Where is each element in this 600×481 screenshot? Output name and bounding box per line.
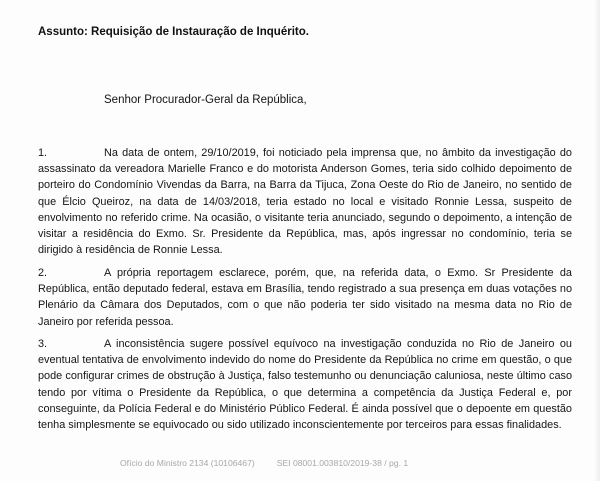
subject-line: Assunto: Requisição de Instauração de Inquérito. [38,26,309,38]
paragraph-text: A inconsistência sugere possível equívoco na investigação conduzida no Rio de Janeiro ou eventual tentativa de envolvimento indevido do nome do Presidente da República no crime em questão, o que pode configurar crimes de obstrução à Justiça, falso testemunho ou denunciação caluniosa, neste último caso tendo por vítima o Presidente da República, o que determina a competência da Justiça Federal e, por conseguinte, da Polícia Federal e do Ministério Público Federal. É ainda possível que o depoente em questão tenha simplesmente se equivocado ou sido utilizado inconscientemente por terceiros para essas finalidades. [38,338,572,432]
paragraph-text: Na data de ontem, 29/10/2019, foi noticiado pela imprensa que, no âmbito da investigação do assassinato da vereadora Marielle Franco e do motorista Anderson Gomes, teria sido colhido depoimento de porteiro do Condomínio Vivendas da Barra, na Barra da Tijuca, Zona Oeste do Rio de Janeiro, no sentido de que Élcio Queiroz, na data de 14/03/2018, teria estado no local e visitado Ronnie Lessa, suspeito de envolvimento no referido crime. Na ocasião, o visitante teria anunciado, segundo o depoimento, a intenção de visitar a residência do Exmo. Sr. Presidente da República, mas, após ingressar no condomínio, teria se dirigido à residência de Ronnie Lessa. [38,147,572,257]
footer-office-reference: Ofício do Ministro 2134 (10106467) [120,458,255,468]
paragraph-number: 2. [38,267,48,279]
page-edge-shadow [594,0,600,481]
paragraph-text: A própria reportagem esclarece, porém, que, na referida data, o Exmo. Sr Presidente da República, então deputado federal, estava em Brasília, tendo registrado a sua presença em duas votações no Plenário da Câmara dos Deputados, com o que não poderia ter sido visitado na mesma data no Rio de Janeiro por referida pessoa. [38,267,572,328]
page-footer [120,458,408,468]
paragraph-number: 1. [38,147,48,159]
salutation: Senhor Procurador-Geral da República, [104,94,307,106]
footer-sei-reference: SEI 08001.003810/2019-38 / pg. 1 [276,458,409,468]
paragraph-number: 3. [38,338,48,350]
paragraph-2 [38,265,572,330]
paragraph-3 [38,336,572,433]
paragraph-1 [38,145,572,258]
